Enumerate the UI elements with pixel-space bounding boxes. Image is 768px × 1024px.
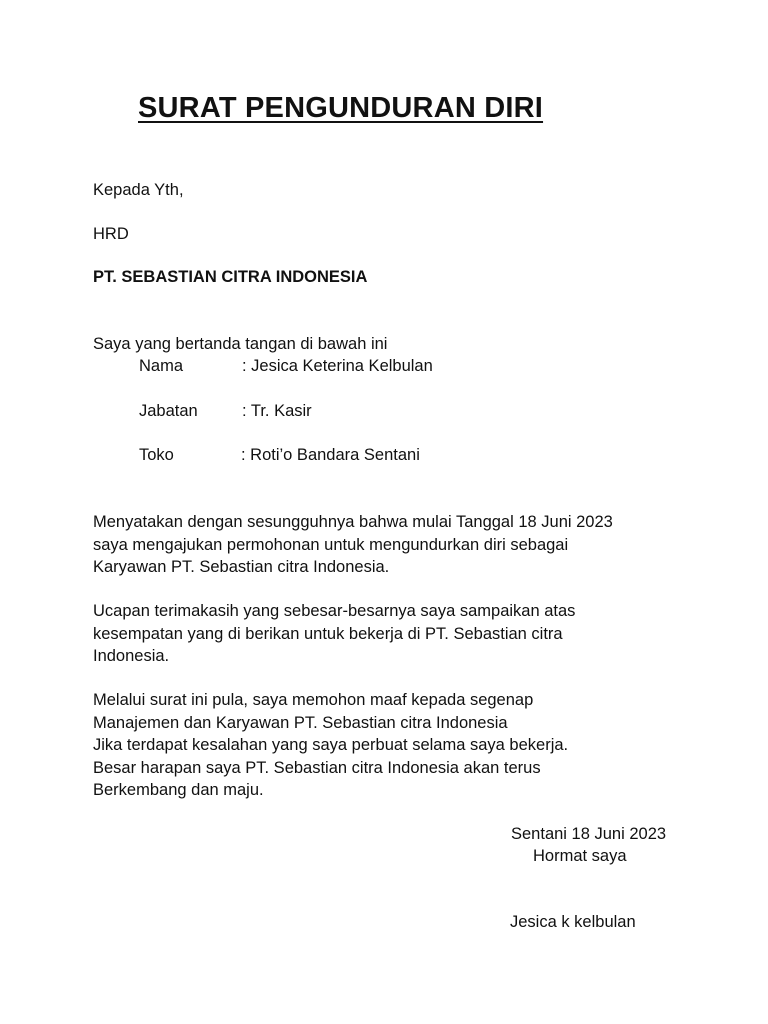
signer-name: Jesica k kelbulan — [510, 913, 636, 931]
paragraph-line: kesempatan yang di berikan untuk bekerja di PT. Sebastian citra — [93, 624, 563, 643]
field-label-toko: Toko — [139, 446, 174, 464]
recipient-company: PT. SEBASTIAN CITRA INDONESIA — [93, 268, 368, 286]
paragraph-line: Besar harapan saya PT. Sebastian citra Indonesia akan terus — [93, 758, 541, 777]
recipient-department: HRD — [93, 225, 129, 243]
intro-text: Saya yang bertanda tangan di bawah ini — [93, 335, 388, 353]
paragraph-line: Melalui surat ini pula, saya memohon maaf kepada segenap — [93, 691, 534, 709]
paragraph-line: Berkembang dan maju. — [93, 781, 264, 799]
recipient-greeting: Kepada Yth, — [93, 181, 184, 199]
paragraph-line: Menyatakan dengan sesungguhnya bahwa mulai Tanggal 18 Juni 2023 — [93, 513, 613, 531]
paragraph-line: Karyawan PT. Sebastian citra Indonesia. — [93, 558, 390, 576]
paragraph-line: Manajemen dan Karyawan PT. Sebastian citra Indonesia — [93, 713, 508, 732]
closing-place-date: Sentani 18 Juni 2023 — [511, 825, 667, 843]
closing-salutation: Hormat saya — [533, 847, 627, 865]
field-value-nama: : Jesica Keterina Kelbulan — [242, 357, 433, 375]
field-value-toko: : Roti’o Bandara Sentani — [241, 446, 420, 464]
field-value-jabatan: : Tr. Kasir — [242, 402, 312, 420]
paragraph-statement — [93, 511, 613, 579]
paragraph-line: saya mengajukan permohonan untuk mengundurkan diri sebagai — [93, 535, 569, 554]
paragraph-line: Ucapan terimakasih yang sebesar-besarnya saya sampaikan atas — [93, 602, 576, 620]
paragraph-line: Jika terdapat kesalahan yang saya perbuat selama saya bekerja. — [93, 736, 569, 754]
field-label-nama: Nama — [139, 357, 184, 375]
paragraph-line: Indonesia. — [93, 647, 170, 665]
paragraph-apology — [93, 689, 568, 802]
field-label-jabatan: Jabatan — [139, 402, 198, 420]
letter-title: SURAT PENGUNDURAN DIRI — [138, 92, 544, 124]
paragraph-thanks — [93, 600, 575, 668]
